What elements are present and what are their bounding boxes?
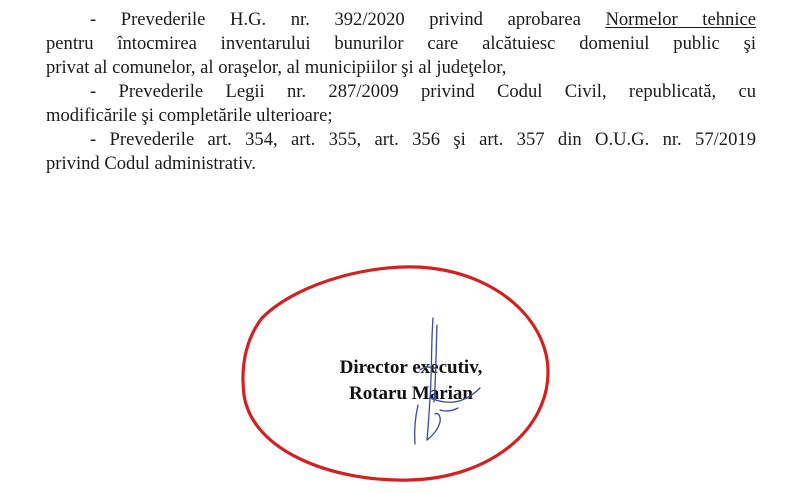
paragraph-civil-code <box>46 80 756 128</box>
text-line: pentru întocmirea inventarului bunurilor care alcătuiesc domeniul public şi <box>46 33 756 54</box>
paragraph-hg <box>46 8 756 80</box>
signer-name: Rotaru Marian <box>348 383 473 404</box>
document-body <box>46 0 756 176</box>
text-line: privat al comunelor, al oraşelor, al municipiilor şi al judeţelor, <box>46 57 507 78</box>
text-segment: - Prevederile H.G. nr. 392/2020 privind aprobarea <box>90 9 606 30</box>
signature-block <box>316 355 506 407</box>
text-line: privind Codul administrativ. <box>46 153 257 174</box>
paragraph-oug <box>46 128 756 176</box>
signer-title: Director executiv, <box>339 357 483 378</box>
text-line <box>46 8 756 32</box>
text-line: - Prevederile art. 354, art. 355, art. 356 şi art. 357 din O.U.G. nr. 57/2019 <box>90 129 756 150</box>
text-line: modificările şi completările ulterioare; <box>46 105 333 126</box>
text-line: - Prevederile Legii nr. 287/2009 privind Codul Civil, republicată, cu <box>90 81 756 102</box>
underlined-reference: Normelor tehnice <box>605 9 756 30</box>
